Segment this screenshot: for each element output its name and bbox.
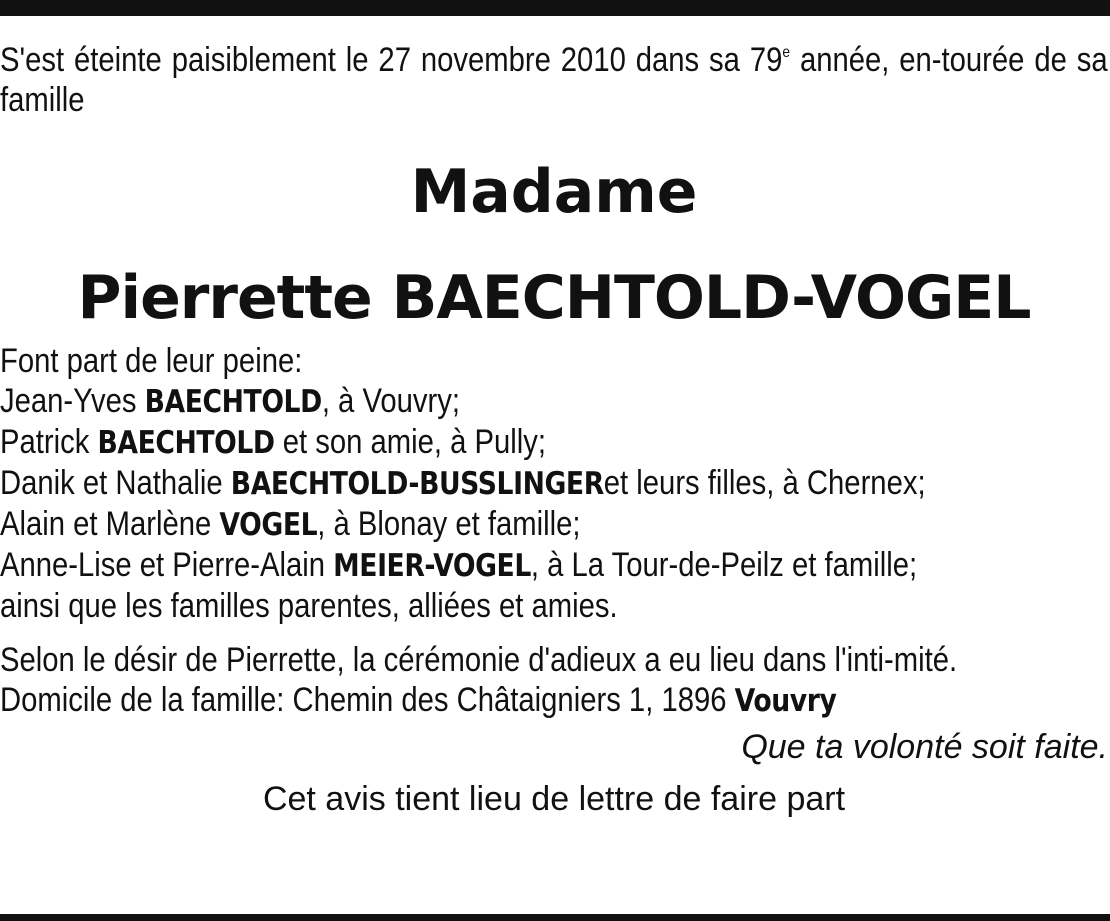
family-name: MEIER-VOGEL	[333, 548, 531, 584]
mourners-intro: Font part de leur peine:	[0, 342, 303, 380]
intro-text: S'est éteinte paisiblement le 27 novembre 2010 dans sa 79	[0, 41, 783, 79]
honorific: Madame	[410, 157, 698, 227]
mourner-line: Patrick BAECHTOLD et son amie, à Pully;	[0, 423, 547, 461]
mourner-line: Danik et Nathalie BAECHTOLD-BUSSLINGERet leurs filles, à Chernex;	[0, 464, 926, 502]
mourner-line: Jean-Yves BAECHTOLD, à Vouvry;	[0, 382, 460, 420]
ordinal-suffix: e	[782, 44, 791, 61]
mourners-closing: ainsi que les familles parentes, alliées et amies.	[0, 587, 618, 625]
family-name: VOGEL	[219, 507, 318, 543]
intro-text-end: année, en-tourée de sa famille	[0, 41, 1108, 119]
bottom-rule	[0, 914, 1110, 921]
deceased-name: Pierrette BAECHTOLD-VOGEL	[77, 263, 1031, 333]
domicile-line: Domicile de la famille: Chemin des Châtaigniers 1, 1896 Vouvry	[0, 681, 837, 719]
intro-paragraph	[0, 40, 1108, 124]
family-name: BAECHTOLD	[97, 425, 275, 461]
obituary-notice	[0, 40, 1108, 819]
closing-quote: Que ta volonté soit faite.	[741, 728, 1108, 766]
top-rule	[0, 0, 1110, 16]
family-name: BAECHTOLD-BUSSLINGER	[230, 466, 604, 502]
mourner-line: Alain et Marlène VOGEL, à Blonay et famille;	[0, 505, 581, 543]
mourners-list	[0, 341, 1108, 626]
mourner-line: Anne-Lise et Pierre-Alain MEIER-VOGEL, à La Tour-de-Peilz et famille;	[0, 546, 918, 584]
domicile-town: Vouvry	[734, 683, 837, 719]
family-name: BAECHTOLD	[144, 384, 322, 420]
ceremony-paragraph: Selon le désir de Pierrette, la cérémonie d'adieux a eu lieu dans l'inti-mité.	[0, 641, 958, 679]
notice-line: Cet avis tient lieu de lettre de faire part	[262, 780, 846, 818]
